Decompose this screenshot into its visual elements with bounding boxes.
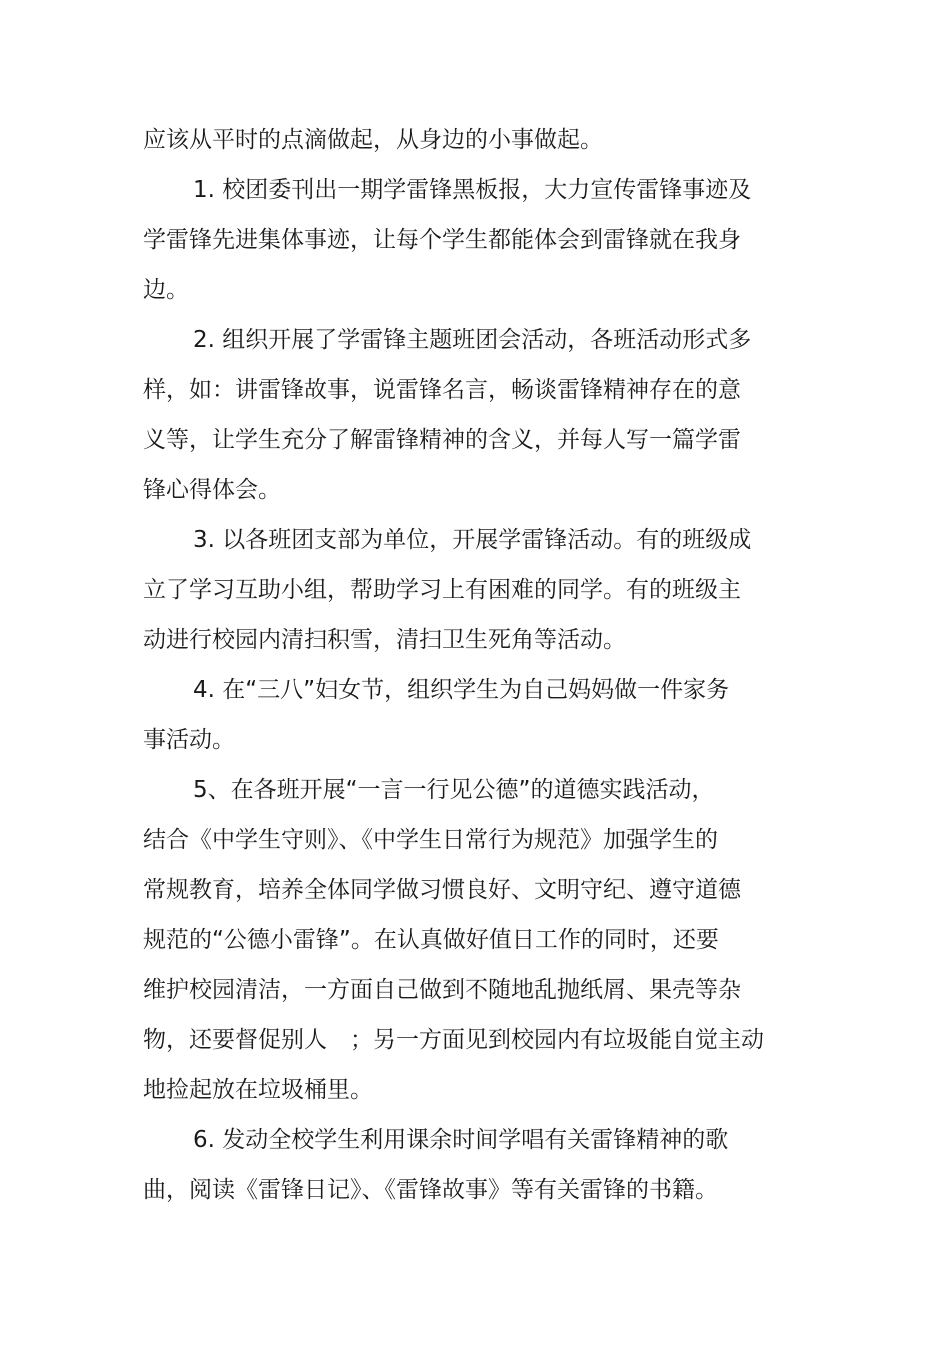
text-line: 2. 组织开展了学雷锋主题班团会活动，各班活动形式多 bbox=[193, 327, 752, 353]
text-line: 6. 发动全校学生利用课余时间学唱有关雷锋精神的歌 bbox=[193, 1127, 729, 1153]
text-line: 3. 以各班团支部为单位，开展学雷锋活动。有的班级成 bbox=[193, 527, 752, 553]
text-line: 学雷锋先进集体事迹，让每个学生都能体会到雷锋就在我身 bbox=[143, 227, 741, 253]
text-line: 曲，阅读《雷锋日记》、《雷锋故事》等有关雷锋的书籍。 bbox=[143, 1177, 718, 1203]
text-line: 事活动。 bbox=[143, 727, 235, 753]
text-line: 边。 bbox=[143, 277, 189, 303]
text-line: 样，如：讲雷锋故事，说雷锋名言，畅谈雷锋精神存在的意 bbox=[143, 377, 741, 403]
text-line: 锋心得体会。 bbox=[143, 477, 281, 503]
text-line: 规范的“公德小雷锋”。在认真做好值日工作的同时，还要 bbox=[143, 927, 719, 953]
text-line: 1. 校团委刊出一期学雷锋黑板报，大力宣传雷锋事迹及 bbox=[193, 177, 752, 203]
text-line: 维护校园清洁，一方面自己做到不随地乱抛纸屑、果壳等杂 bbox=[143, 977, 741, 1003]
text-line: 物，还要督促别人 ；另一方面见到校园内有垃圾能自觉主动 bbox=[143, 1027, 764, 1053]
text-line: 义等，让学生充分了解雷锋精神的含义，并每人写一篇学雷 bbox=[143, 427, 741, 453]
text-line: 应该从平时的点滴做起，从身边的小事做起。 bbox=[143, 127, 603, 153]
text-line: 结合《中学生守则》、《中学生日常行为规范》加强学生的 bbox=[143, 827, 718, 853]
text-line: 立了学习互助小组，帮助学习上有困难的同学。有的班级主 bbox=[143, 577, 741, 603]
text-line: 常规教育，培养全体同学做习惯良好、文明守纪、遵守道德 bbox=[143, 877, 741, 903]
text-line: 动进行校园内清扫积雪，清扫卫生死角等活动。 bbox=[143, 627, 626, 653]
text-line: 4. 在“三八”妇女节，组织学生为自己妈妈做一件家务 bbox=[193, 677, 730, 703]
text-line: 5、在各班开展“一言一行见公德”的道德实践活动， bbox=[193, 777, 715, 803]
text-line: 地捡起放在垃圾桶里。 bbox=[143, 1077, 373, 1103]
